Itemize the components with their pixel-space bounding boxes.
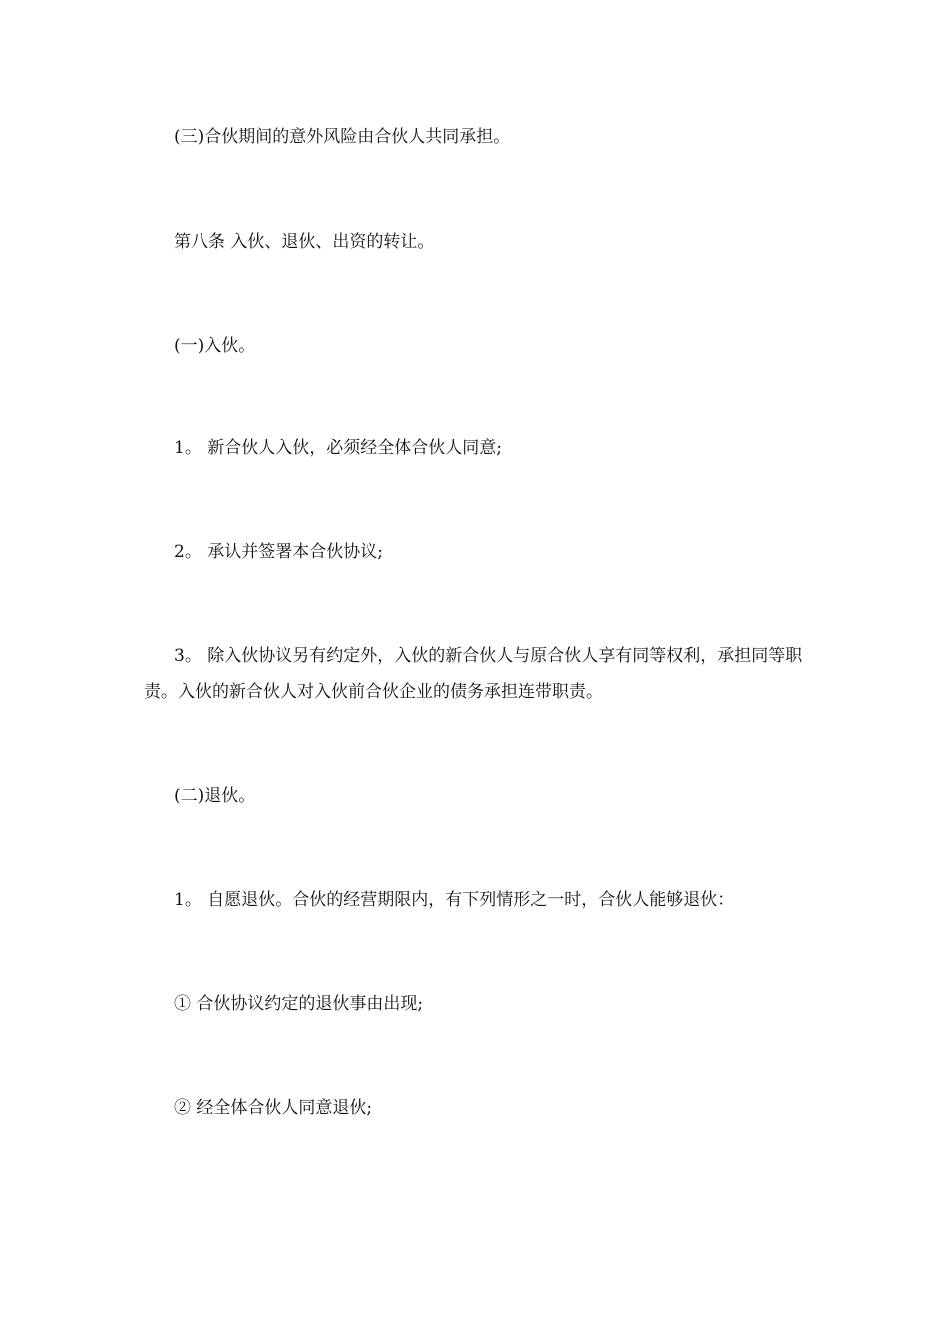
section-joining-heading: (一)入伙。	[174, 336, 256, 356]
withdrawal-item-1: 1。 自愿退伙。合伙的经营期限内，有下列情形之一时，合伙人能够退伙：	[174, 890, 735, 910]
joining-item-3: 3。 除入伙协议另有约定外，入伙的新合伙人与原合伙人享有同等权利，承担同等职责。入伙的新合伙人对入伙前合伙企业的债务承担连带职责。	[144, 646, 803, 702]
withdrawal-condition-1: ① 合伙协议约定的退伙事由出现;	[174, 994, 424, 1014]
joining-item-2: 2。 承认并签署本合伙协议;	[174, 542, 383, 562]
paragraph-risk-sharing: (三)合伙期间的意外风险由合伙人共同承担。	[174, 127, 511, 147]
joining-item-1: 1。 新合伙人入伙，必须经全体合伙人同意;	[174, 438, 502, 458]
section-withdrawal-heading: (二)退伙。	[174, 786, 256, 806]
withdrawal-condition-2: ② 经全体合伙人同意退伙;	[174, 1098, 373, 1118]
article-eight-heading: 第八条 入伙、退伙、出资的转让。	[174, 232, 435, 252]
